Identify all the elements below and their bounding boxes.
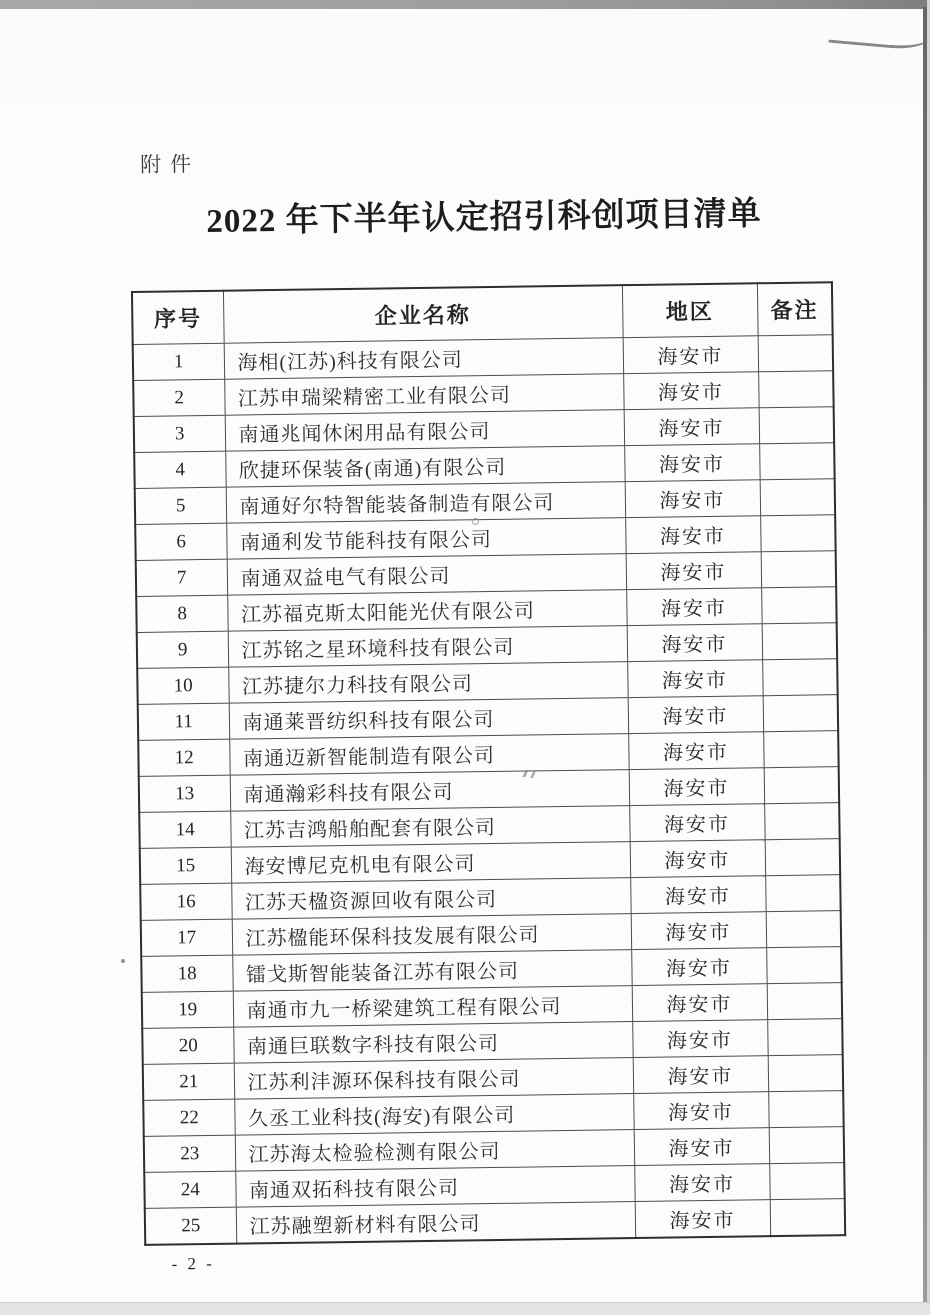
- company-name-cell: 江苏海太检验检测有限公司: [235, 1130, 634, 1172]
- remark-cell: [760, 515, 835, 552]
- serial-number-cell: 8: [136, 595, 227, 632]
- region-cell: 海安市: [629, 804, 764, 842]
- remark-cell: [767, 1019, 842, 1056]
- serial-number-cell: 11: [138, 703, 229, 740]
- serial-number-cell: 22: [143, 1099, 234, 1136]
- remark-cell: [770, 1199, 846, 1237]
- serial-number-cell: 15: [140, 847, 231, 884]
- region-cell: 海安市: [631, 912, 766, 950]
- remark-cell: [758, 335, 833, 372]
- region-cell: 海安市: [628, 696, 763, 734]
- company-name-cell: 南通迈新智能制造有限公司: [229, 734, 628, 776]
- region-cell: 海安市: [626, 552, 761, 590]
- header-cell-region: 地区: [622, 283, 758, 337]
- remark-cell: [762, 623, 837, 660]
- region-cell: 海安市: [633, 1056, 768, 1094]
- project-list-table: [131, 281, 846, 1246]
- company-name-cell: 南通瀚彩科技有限公司: [230, 770, 629, 812]
- table-header-row: [132, 282, 833, 344]
- serial-number-cell: 7: [136, 559, 227, 596]
- remark-cell: [764, 767, 839, 804]
- region-cell: 海安市: [624, 444, 759, 482]
- serial-number-cell: 2: [133, 379, 224, 416]
- region-cell: 海安市: [624, 408, 759, 446]
- serial-number-cell: 18: [141, 955, 232, 992]
- company-name-cell: 南通市九一桥梁建筑工程有限公司: [233, 986, 632, 1028]
- remark-cell: [763, 695, 838, 732]
- company-name-cell: 南通莱晋纺织科技有限公司: [229, 698, 628, 740]
- page-title: 2022 年下半年认定招引科创项目清单: [206, 196, 762, 240]
- region-cell: 海安市: [635, 1200, 770, 1238]
- region-cell: 海安市: [623, 372, 758, 410]
- company-name-cell: 南通双益电气有限公司: [227, 554, 626, 596]
- serial-number-cell: 4: [134, 451, 225, 488]
- company-name-cell: 南通兆闻休闲用品有限公司: [225, 410, 624, 452]
- serial-number-cell: 25: [145, 1207, 237, 1245]
- serial-number-cell: 20: [142, 1027, 233, 1064]
- remark-cell: [769, 1163, 844, 1200]
- header-cell-remark: 备注: [757, 282, 833, 336]
- remark-cell: [767, 983, 842, 1020]
- region-cell: 海安市: [623, 336, 758, 374]
- region-cell: 海安市: [626, 588, 761, 626]
- serial-number-cell: 5: [135, 487, 226, 524]
- region-cell: 海安市: [632, 984, 767, 1022]
- company-name-cell: 江苏天楹资源回收有限公司: [231, 878, 630, 920]
- attachment-label: 附件: [140, 152, 201, 177]
- remark-cell: [768, 1055, 843, 1092]
- serial-number-cell: 21: [143, 1063, 234, 1100]
- remark-cell: [763, 731, 838, 768]
- serial-number-cell: 17: [141, 919, 232, 956]
- company-name-cell: 江苏申瑞梁精密工业有限公司: [224, 374, 623, 416]
- region-cell: 海安市: [628, 732, 763, 770]
- company-name-cell: 南通双拓科技有限公司: [235, 1166, 634, 1208]
- company-name-cell: 海相(江苏)科技有限公司: [224, 338, 623, 380]
- serial-number-cell: 6: [135, 523, 226, 560]
- company-name-cell: 江苏融塑新材料有限公司: [236, 1202, 635, 1244]
- region-cell: 海安市: [633, 1092, 768, 1130]
- header-cell-company: 企业名称: [223, 285, 623, 343]
- scan-speck: [472, 518, 479, 525]
- remark-cell: [769, 1127, 844, 1164]
- serial-number-cell: 16: [140, 883, 231, 920]
- remark-cell: [758, 371, 833, 408]
- scan-bottom-edge-strip: [0, 1303, 930, 1315]
- company-name-cell: 镭戈斯智能装备江苏有限公司: [232, 950, 631, 992]
- company-name-cell: 江苏吉鸿船舶配套有限公司: [230, 806, 629, 848]
- region-cell: 海安市: [625, 516, 760, 554]
- company-name-cell: 南通好尔特智能装备制造有限公司: [226, 482, 625, 524]
- company-name-cell: 欣捷环保装备(南通)有限公司: [225, 446, 624, 488]
- region-cell: 海安市: [632, 1020, 767, 1058]
- remark-cell: [759, 443, 834, 480]
- scan-speck: [121, 959, 125, 963]
- scan-top-edge-band: [0, 0, 930, 9]
- region-cell: 海安市: [630, 876, 765, 914]
- company-name-cell: 南通利发节能科技有限公司: [226, 518, 625, 560]
- remark-cell: [768, 1091, 843, 1128]
- page-number: - 2 -: [171, 1253, 215, 1274]
- serial-number-cell: 24: [144, 1171, 235, 1208]
- region-cell: 海安市: [629, 768, 764, 806]
- region-cell: 海安市: [625, 480, 760, 518]
- serial-number-cell: 19: [142, 991, 233, 1028]
- region-cell: 海安市: [630, 840, 765, 878]
- remark-cell: [761, 587, 836, 624]
- region-cell: 海安市: [634, 1164, 769, 1202]
- region-cell: 海安市: [627, 624, 762, 662]
- serial-number-cell: 10: [137, 667, 228, 704]
- remark-cell: [760, 479, 835, 516]
- region-cell: 海安市: [627, 660, 762, 698]
- region-cell: 海安市: [634, 1128, 769, 1166]
- table-header: [132, 282, 833, 344]
- company-name-cell: 江苏利沣源环保科技有限公司: [234, 1058, 633, 1100]
- serial-number-cell: 13: [139, 775, 230, 812]
- company-name-cell: 南通巨联数字科技有限公司: [233, 1022, 632, 1064]
- company-name-cell: 江苏铭之星环境科技有限公司: [228, 626, 627, 668]
- serial-number-cell: 9: [137, 631, 228, 668]
- remark-cell: [766, 911, 841, 948]
- serial-number-cell: 14: [139, 811, 230, 848]
- serial-number-cell: 1: [133, 343, 224, 380]
- remark-cell: [762, 659, 837, 696]
- company-name-cell: 海安博尼克机电有限公司: [231, 842, 630, 884]
- region-cell: 海安市: [631, 948, 766, 986]
- table-body: [133, 335, 846, 1245]
- company-name-cell: 江苏捷尔力科技有限公司: [228, 662, 627, 704]
- serial-number-cell: 23: [144, 1135, 235, 1172]
- remark-cell: [765, 839, 840, 876]
- remark-cell: [765, 875, 840, 912]
- company-name-cell: 久丞工业科技(海安)有限公司: [234, 1094, 633, 1136]
- serial-number-cell: 3: [134, 415, 225, 452]
- company-name-cell: 江苏楹能环保科技发展有限公司: [232, 914, 631, 956]
- remark-cell: [766, 947, 841, 984]
- serial-number-cell: 12: [138, 739, 229, 776]
- header-cell-serial: 序号: [132, 291, 224, 345]
- company-name-cell: 江苏福克斯太阳能光伏有限公司: [227, 590, 626, 632]
- remark-cell: [761, 551, 836, 588]
- remark-cell: [759, 407, 834, 444]
- remark-cell: [764, 803, 839, 840]
